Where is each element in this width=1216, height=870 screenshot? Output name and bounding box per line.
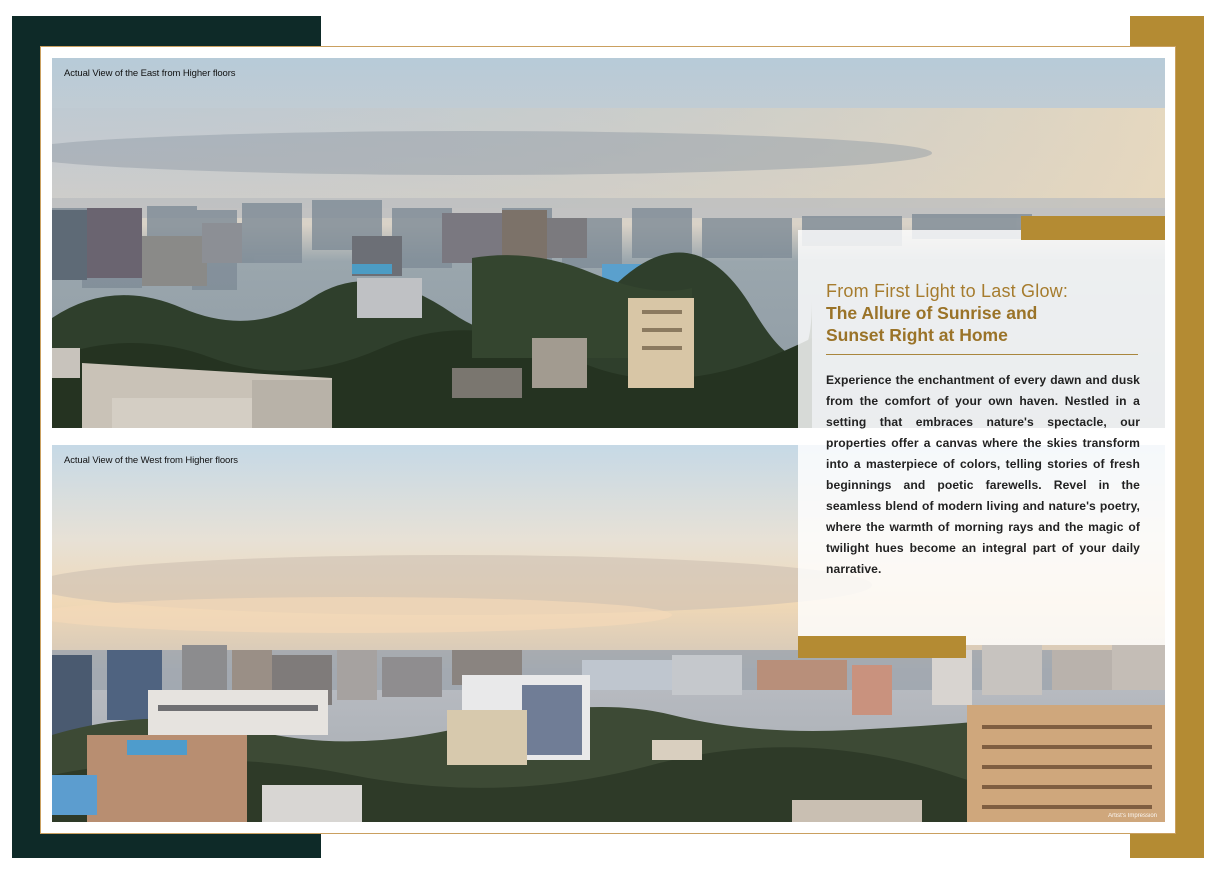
artist-impression-credit: Artist's Impression <box>1108 813 1157 819</box>
body-paragraph: Experience the enchantment of every dawn and dusk from the comfort of your own haven. Nestled in a setting that embraces nature's spectacle, our properties offer a canvas where the skies transform into a masterpiece of colors, telling stories of fresh beginnings and poetic farewells. Revel in the seamless blend of modern living and nature's poetry, where the warmth of morning rays and the magic of twilight hues become an integral part of your daily narrative. <box>826 373 1140 576</box>
east-view-caption: Actual View of the East from Higher floors <box>64 68 236 79</box>
heading-title <box>826 302 1126 346</box>
heading-divider <box>826 354 1138 355</box>
heading-title-line-1: The Allure of Sunrise and <box>826 303 1038 323</box>
gold-accent-bottom <box>798 636 966 658</box>
heading-subtitle: From First Light to Last Glow: <box>826 281 1069 301</box>
west-view-caption: Actual View of the West from Higher floors <box>64 455 238 466</box>
gold-accent-top <box>1021 216 1165 240</box>
heading-title-line-2: Sunset Right at Home <box>826 325 1008 345</box>
